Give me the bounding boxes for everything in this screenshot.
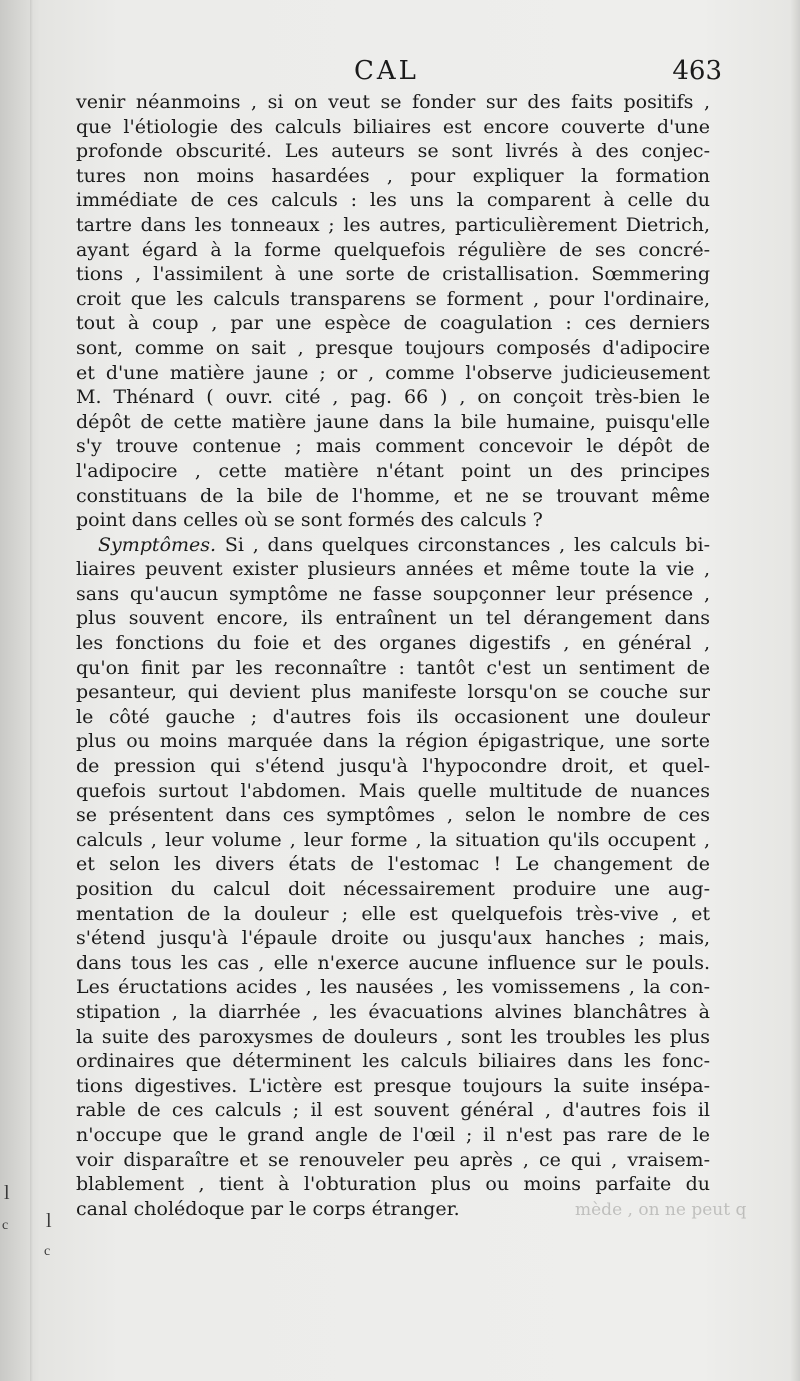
- page-header: [76, 56, 722, 92]
- text-line: sont, comme on sait , presque toujours composés d'adipocire: [76, 336, 710, 359]
- text-line: constituans de la bile de l'homme, et ne se trouvant même: [76, 484, 710, 507]
- text-line: quefois surtout l'abdomen. Mais quelle multitude de nuances: [76, 779, 710, 802]
- text-line: liaires peuvent exister plusieurs années et même toute la vie ,: [76, 558, 710, 581]
- text-line: dans tous les cas , elle n'exerce aucune influence sur le pouls.: [76, 951, 710, 974]
- text-line: s'étend jusqu'à l'épaule droite ou jusqu'aux hanches ; mais,: [76, 927, 710, 950]
- text-line: profonde obscurité. Les auteurs se sont livrés à des conjec-: [76, 140, 710, 163]
- text-line: M. Thénard ( ouvr. cité , pag. 66 ) , on conçoit très-bien le: [76, 386, 710, 409]
- text-line: le côté gauche ; d'autres fois ils occasionent une douleur: [76, 705, 710, 728]
- text-line: plus souvent encore, ils entraînent un tel dérangement dans: [76, 607, 710, 630]
- text-line: s'y trouve contenue ; mais comment concevoir le dépôt de: [76, 435, 710, 458]
- text-line: tures non moins hasardées , pour expliquer la formation: [76, 164, 710, 187]
- text-line: [76, 533, 710, 558]
- text-line: de pression qui s'étend jusqu'à l'hypocondre droit, et quel-: [76, 755, 710, 778]
- text-line: plus ou moins marquée dans la région épigastrique, une sorte: [76, 730, 710, 753]
- margin-mark: l: [4, 1182, 10, 1204]
- text-line: venir néanmoins , si on veut se fonder sur des faits positifs ,: [76, 91, 710, 113]
- text-line: tartre dans les tonneaux ; les autres, particulièrement Dietrich,: [76, 213, 710, 236]
- text-line: tions digestives. L'ictère est presque toujours la suite insépa-: [76, 1074, 710, 1097]
- text-line: se présentent dans ces symptômes , selon le nombre de ces: [76, 804, 710, 827]
- text-line: ordinaires que déterminent les calculs biliaires dans les fonc-: [76, 1050, 710, 1073]
- text-line: mentation de la douleur ; elle est quelquefois très-vive , et: [76, 902, 710, 925]
- text-line: calculs , leur volume , leur forme , la situation qu'ils occupent ,: [76, 828, 710, 851]
- text-line: tout à coup , par une espèce de coagulation : ces derniers: [76, 312, 710, 335]
- text-line: qu'on finit par les reconnaître : tantôt c'est un sentiment de: [76, 656, 710, 679]
- text-line: position du calcul doit nécessairement produire une aug-: [76, 878, 710, 900]
- margin-mark: l: [46, 1210, 52, 1232]
- text-line: immédiate de ces calculs : les uns la comparent à celle du: [76, 189, 710, 212]
- text-line: canal cholédoque par le corps étranger.: [76, 1197, 460, 1220]
- text-line: que l'étiologie des calculs biliaires est encore couverte d'une: [76, 115, 710, 138]
- paragraph-symptoms: [76, 533, 710, 1222]
- body-text: [76, 90, 710, 1221]
- text-line: tions , l'assimilent à une sorte de cristallisation. Sœmmering: [76, 263, 710, 286]
- section-heading-symptoms: Symptômes.: [98, 533, 217, 556]
- left-margin-marks: [0, 1180, 70, 1290]
- text-line: et d'une matière jaune ; or , comme l'observe judicieusement: [76, 361, 710, 384]
- text-line: croit que les calculs transparens se forment , pour l'ordinaire,: [76, 287, 710, 310]
- text-line: voir disparaître et se renouveler peu après , ce qui , vraisem-: [76, 1148, 710, 1171]
- text-line: sans qu'aucun symptôme ne fasse soupçonner leur présence ,: [76, 582, 710, 605]
- text-line: blablement , tient à l'obturation plus ou moins parfaite du: [76, 1173, 710, 1196]
- text-line-rest: Si , dans quelques circonstances , les calculs bi-: [216, 533, 710, 556]
- text-line: pesanteur, qui devient plus manifeste lorsqu'on se couche sur: [76, 681, 710, 704]
- text-line: rable de ces calculs ; il est souvent général , d'autres fois il: [76, 1099, 710, 1122]
- text-line: Les éructations acides , les nausées , les vomissemens , la con-: [76, 976, 710, 999]
- margin-mark: c: [2, 1218, 9, 1233]
- margin-mark: c: [44, 1244, 51, 1259]
- text-line: l'adipocire , cette matière n'étant point un des principes: [76, 459, 710, 482]
- text-line: point dans celles où se sont formés des calculs ?: [76, 509, 543, 532]
- paragraph-etiology: [76, 90, 710, 533]
- show-through-text: mède , on ne peut q: [575, 1200, 747, 1220]
- text-line: dépôt de cette matière jaune dans la bile humaine, puisqu'elle: [76, 410, 710, 433]
- text-line: n'occupe que le grand angle de l'œil ; il n'est pas rare de le: [76, 1123, 710, 1146]
- text-line: et selon les divers états de l'estomac ! Le changement de: [76, 853, 710, 876]
- running-head: CAL: [354, 56, 419, 86]
- text-line: la suite des paroxysmes de douleurs , sont les troubles les plus: [76, 1025, 710, 1048]
- page-number: 463: [672, 56, 722, 86]
- text-line: stipation , la diarrhée , les évacuations alvines blanchâtres à: [76, 1000, 710, 1023]
- text-line: ayant égard à la forme quelquefois régulière de ses concré-: [76, 238, 710, 261]
- text-line: les fonctions du foie et des organes digestifs , en général ,: [76, 632, 710, 655]
- page-gutter-shadow: [30, 0, 33, 1381]
